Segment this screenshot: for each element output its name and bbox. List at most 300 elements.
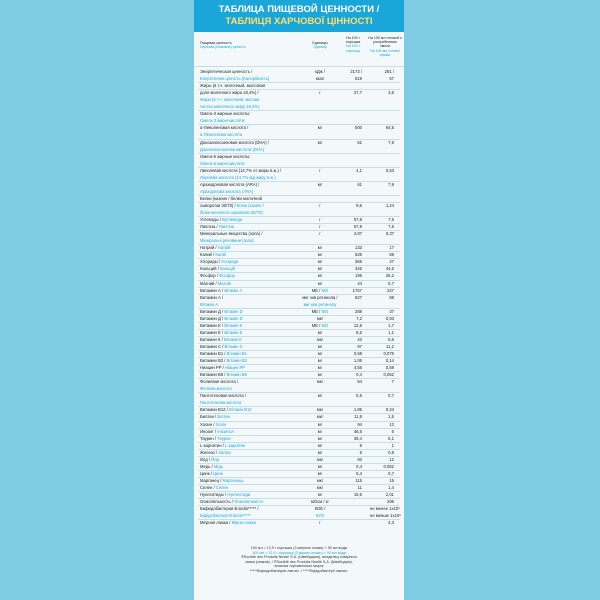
unit-ru: мкг: [316, 315, 324, 321]
nutrient-name-ru: Лактоза /: [200, 224, 218, 230]
nutrient-name-ru: Витамин С /: [200, 343, 224, 349]
nutrient-name-ua: Таурин: [216, 435, 231, 441]
value-per-100ml: 7,5: [388, 224, 394, 230]
nutrient-name: [200, 443, 290, 448]
nutrient-name-ru: Витамин В2 /: [200, 358, 226, 364]
nutrient-name-ru: Ниацин РР /: [200, 365, 224, 371]
value-per-100ml: 1,4: [388, 484, 394, 490]
value-per-100g: 4,55: [353, 365, 362, 371]
nutrient-name-ua: Нуклеотиди: [226, 492, 251, 497]
nutrient-name-ua: Вітамін В12: [227, 407, 252, 413]
value-per-100g: 2173 /: [350, 69, 362, 74]
nutrient-name-ua: Мінеральні речовини (зола): [200, 238, 254, 244]
nutrient-name-ru: Йод /: [200, 456, 211, 462]
nutrient-name-ua: Біотин: [216, 414, 230, 420]
nutrient-name-ru: Витамин Е /: [200, 322, 224, 328]
row-divider: [198, 124, 400, 125]
row-divider: [198, 428, 400, 429]
nutrient-name: [200, 499, 290, 504]
nutrient-name-ru: Нуклеотиды /: [200, 492, 227, 497]
unit-cell: [301, 288, 339, 293]
unit-cell: [301, 485, 339, 490]
value-per-100ml: 295: [387, 499, 394, 505]
value-per-100g: 46,5: [353, 428, 362, 434]
value-per-100g: 15,6: [353, 492, 362, 497]
nutrient-name-ru: Витамин Д /: [200, 315, 224, 321]
row-divider: [198, 216, 400, 217]
nutrient-name-ua: Осмоляльність: [232, 499, 264, 505]
value-per-100g: 525: [355, 252, 362, 258]
nutrient-name-ua: α-Ліноленова кислота: [200, 132, 243, 138]
footer-line-1: 100 мл = 12,9 г порошка (3 мерные ложки) + 90 мл воды: [250, 546, 348, 550]
value-per-100g: 288: [355, 308, 362, 314]
nutrient-name-ua: Хлориди: [220, 259, 239, 265]
nutrient-name-ua: Вітамін Е: [223, 322, 243, 328]
nutrient-name: [200, 266, 290, 271]
row-divider: [198, 442, 400, 443]
row-divider: [198, 294, 400, 295]
nutrient-name-ru: Биотин /: [200, 414, 217, 420]
unit-ru: мкг: [316, 407, 324, 413]
value-per-100ml: не менее 1x10⁶: [370, 506, 400, 512]
unit-ru: мкг: [316, 456, 324, 462]
unit-ru: мг: [317, 259, 323, 265]
unit-ua: мкг екв ретинолу: [303, 301, 337, 307]
row-divider: [198, 336, 400, 337]
nutrient-name: [200, 344, 290, 349]
row-divider: [198, 153, 400, 154]
unit-cell: [301, 365, 339, 370]
row-divider: [198, 456, 400, 457]
nutrient-name-ru: Хлориды /: [200, 259, 221, 265]
nutrient-name: [200, 252, 290, 257]
nutrient-name-ru: Витамин В1 /: [200, 351, 226, 356]
nutrient-name: [200, 393, 290, 398]
value-per-100g: 365: [355, 259, 362, 265]
row-divider: [198, 484, 400, 485]
unit-ru: г: [319, 520, 321, 526]
unit-ru: мг: [317, 343, 323, 349]
unit-cell: [301, 450, 339, 455]
nutrient-name-ua: білки молочної сироватки 30/70): [200, 210, 263, 215]
unit-cell: [301, 323, 339, 328]
value-per-100ml: 68: [389, 294, 394, 300]
value-per-100g: 94: [357, 421, 362, 427]
unit-cell: [301, 224, 339, 229]
nutrient-name: [200, 140, 290, 145]
unit-cell: [301, 520, 339, 525]
value-per-100ml: 7,9: [388, 139, 394, 145]
nutrient-name-ua: Вітамін Е: [223, 329, 243, 335]
col-per100g-ru: На 100 г порошка: [345, 36, 361, 45]
unit-ru: мг: [317, 252, 323, 258]
nutrient-name-ru: Фолиевая кислота /: [200, 379, 238, 385]
nutrient-name-ru: Цинк /: [200, 470, 212, 476]
nutrient-name-ua: Арахідонова кислота (ARA): [200, 188, 254, 194]
nutrition-panel: [194, 0, 404, 600]
nutrient-name: [200, 83, 290, 88]
unit-ru: МЕ /: [311, 287, 321, 293]
value-per-100g: 133: [355, 245, 362, 251]
row-divider: [198, 202, 400, 203]
nutrient-name: [200, 485, 290, 490]
nutrient-name-ua: Вітамін В2: [225, 358, 247, 364]
nutrient-name-ru: Медь /: [200, 463, 213, 469]
nutrient-name-ua: Білки (казеїн /: [235, 202, 264, 208]
value-per-100g: 0,4: [356, 463, 362, 469]
nutrient-name: [200, 407, 290, 412]
nutrient-name-ua: Мірна ложка: [230, 520, 256, 526]
nutrient-name: [200, 281, 290, 286]
value-per-100ml: 0,052: [383, 463, 394, 469]
nutrient-name-ru: Витамин А /: [200, 287, 224, 293]
row-divider: [198, 322, 400, 323]
unit-ru: мг: [317, 393, 323, 399]
value-per-100g: 6: [359, 449, 362, 455]
value-per-100g: 4,1: [356, 167, 362, 173]
value-per-100g: 8: [359, 442, 362, 448]
nutrient-name: [200, 365, 290, 370]
value-per-100ml: 0,052: [383, 372, 394, 378]
value-per-100g: 527: [355, 294, 362, 300]
nutrient-name: [200, 351, 290, 356]
value-per-100ml: 0,93: [385, 315, 394, 321]
nutrient-name: [200, 76, 290, 81]
value-per-100ml: 0,7: [388, 393, 394, 399]
unit-cell: [301, 125, 339, 130]
unit-cell: [301, 499, 339, 504]
value-per-100ml: не менше 1x10⁶: [370, 513, 401, 519]
row-divider: [198, 491, 400, 492]
nutrient-name-ua: Залізо: [217, 449, 231, 455]
row-divider: [198, 470, 400, 471]
title-ru: ТАБЛИЦА ПИЩЕВОЙ ЦЕННОСТИ /: [218, 4, 380, 15]
row-divider: [198, 498, 400, 499]
nutrient-name-ua: Магній: [216, 280, 231, 286]
unit-cell: [301, 273, 339, 278]
nutrient-name: [200, 125, 290, 130]
unit-cell: [301, 316, 339, 321]
row-divider: [198, 195, 400, 196]
col-per100ml-ru: На 100 мл готовой к употреблению смеси: [368, 36, 402, 49]
nutrient-name: [200, 450, 290, 455]
nutrient-name-ru: Пантотеновая кислота /: [200, 393, 247, 399]
unit-cell: [301, 344, 339, 349]
unit-ru: мг: [317, 181, 323, 187]
nutrient-name-ru: Докозагексаеновая кислота (DHA) /: [200, 139, 269, 145]
nutrient-name-ru: Витамин В6 /: [200, 372, 226, 378]
unit-ru: МЕ /: [311, 322, 321, 328]
value-per-100ml: 7: [391, 379, 394, 385]
nutrient-name-ru: Омега-6 жирные кислоты:: [200, 153, 251, 159]
nutrient-name-ua: Холін: [214, 421, 227, 427]
col-per100g-ua: На 100 г порошку: [345, 44, 361, 53]
unit-cell: [301, 140, 339, 145]
value-per-100ml: 1,1: [388, 329, 394, 335]
nutrient-name: [200, 520, 290, 525]
row-divider: [198, 357, 400, 358]
value-per-100g: 519: [355, 76, 362, 82]
nutrient-name-ru: Витамин В12 /: [200, 407, 228, 413]
unit-cell: [301, 513, 339, 518]
nutrient-name: [200, 429, 290, 434]
nutrient-name: [200, 330, 290, 335]
nutrient-name-ua: Йод: [210, 456, 219, 462]
unit-cell: [301, 471, 339, 476]
nutrient-name: [200, 436, 290, 441]
nutrient-name-ru: Витамин К /: [200, 336, 223, 342]
unit-ru: мг: [317, 266, 323, 272]
value-per-100g: 1757: [352, 287, 362, 293]
unit-ru: мг: [317, 329, 323, 335]
row-divider: [198, 350, 400, 351]
nutrient-name: [200, 273, 290, 278]
nutrient-name-ru: Жиры (в т.ч. молочный, массовая: [200, 83, 266, 89]
value-per-100ml: 7,5: [388, 217, 394, 223]
col-name: [200, 41, 280, 49]
value-per-100ml: 227: [387, 287, 394, 293]
value-per-100ml: 0,075: [383, 351, 394, 356]
nutrient-name-ru: Калий /: [200, 252, 215, 258]
nutrient-name: [200, 288, 290, 293]
value-per-100ml: 3,6: [388, 90, 394, 96]
unit-ru: мг: [317, 442, 323, 448]
column-headers: [194, 32, 404, 67]
nutrient-name-ru: Железо /: [200, 449, 218, 455]
nutrient-name: [200, 245, 290, 250]
unit-ru: мг: [317, 351, 323, 356]
unit-ru: кДж /: [315, 69, 325, 74]
unit-ru: ккал: [315, 76, 325, 82]
unit-ua: КУО: [315, 513, 325, 519]
row-divider: [198, 406, 400, 407]
nutrient-name: [200, 337, 290, 342]
value-per-100g: 54: [357, 379, 362, 385]
nutrient-name: [200, 97, 290, 102]
nutrient-name: [200, 358, 290, 363]
nutrient-name: [200, 217, 290, 222]
unit-ua: МО: [320, 287, 329, 293]
nutrient-name-ua: Селен: [214, 484, 229, 490]
nutrient-name: [200, 316, 290, 321]
nutrient-name: [200, 118, 290, 123]
nutrient-name: [200, 492, 290, 497]
nutrient-name-ru: Витамин Е /: [200, 329, 224, 335]
nutrient-name-ru: Арахидоновая кислота (ARA) /: [200, 181, 260, 187]
nutrient-name-ua: Фосфор: [218, 273, 235, 279]
value-per-100g: 43: [357, 336, 362, 342]
value-per-100ml: 0,37: [385, 231, 394, 237]
unit-cell: [301, 379, 339, 384]
row-divider: [198, 181, 400, 182]
unit-ua: МО: [320, 322, 329, 328]
value-per-100ml: 67: [389, 76, 394, 82]
nutrient-name: [200, 506, 290, 511]
unit-cell: [301, 407, 339, 412]
value-per-100ml: 5,6: [388, 336, 394, 342]
nutrient-name: [200, 295, 290, 300]
nutrient-name-ua: Цинк: [211, 470, 223, 476]
footer-notes: [194, 546, 404, 574]
row-divider: [198, 519, 400, 520]
unit-ru: мкг: [316, 484, 324, 490]
unit-ru: г: [319, 224, 321, 230]
row-divider: [198, 82, 400, 83]
col-per100ml-ua: На 100 мл готової суміші: [370, 48, 400, 57]
value-per-100ml: 6: [391, 428, 394, 434]
value-per-100ml: 25,2: [385, 273, 394, 279]
row-divider: [198, 110, 400, 111]
value-per-100g: 9,6: [356, 202, 362, 208]
nutrient-name: [200, 372, 290, 377]
unit-cell: [301, 69, 339, 74]
value-per-100ml: 0,14: [385, 358, 394, 364]
nutrient-name: [200, 471, 290, 476]
nutrient-name: [200, 111, 290, 116]
unit-cell: [301, 492, 339, 497]
row-divider: [198, 244, 400, 245]
footer-line-5: власник торговельних марок: [274, 564, 324, 569]
row-divider: [198, 167, 400, 168]
value-per-100ml: 5,7: [388, 280, 394, 286]
nutrient-name: [200, 168, 290, 173]
col-name-ua: Харчова (поживна) цінність: [200, 45, 246, 50]
col-unit-ua: Одиниці: [313, 45, 327, 50]
row-divider: [198, 329, 400, 330]
nutrient-name-ua: Вітамін D: [223, 308, 243, 314]
nutrient-name: [200, 478, 290, 483]
row-divider: [198, 364, 400, 365]
nutrient-name: [200, 203, 290, 208]
value-per-100ml: 0,24: [385, 407, 394, 413]
col-name-ru: Пищевая ценность: [200, 41, 232, 45]
unit-cell: [301, 422, 339, 427]
value-per-100ml: 68: [389, 252, 394, 258]
col-per100ml: [368, 36, 402, 57]
value-per-100g: 0,58: [353, 351, 362, 356]
row-divider: [198, 265, 400, 266]
nutrient-name-ua: Жири (в т.ч. молочний, масова: [200, 97, 260, 103]
footer-line-4: знака (знаков). / ®Société des Produits Nestlé S.A. (Швейцарія),: [245, 559, 353, 564]
nutrient-name-ua: Омега-3 жирні кислоти:: [200, 118, 246, 124]
nutrient-name-ua: Вітамін А: [200, 301, 219, 307]
value-per-100ml: 47: [389, 259, 394, 265]
value-per-100ml: 11,2: [386, 343, 394, 349]
unit-cell: [301, 429, 339, 434]
value-per-100ml: 0,8: [388, 449, 394, 455]
unit-cell: [301, 351, 339, 356]
unit-ru: мг: [317, 463, 323, 469]
value-per-100ml: 64,5: [385, 125, 394, 131]
nutrient-name-ua: Вітамін А: [223, 287, 243, 293]
nutrient-name: [200, 90, 290, 95]
value-per-100g: 57,8: [353, 217, 362, 223]
value-per-100g: 39,4: [353, 435, 362, 441]
row-divider: [198, 272, 400, 273]
row-divider: [198, 139, 400, 140]
value-per-100g: 87: [357, 343, 362, 349]
nutrient-name-ru: Фосфор /: [200, 273, 219, 279]
unit-cell: [301, 393, 339, 398]
nutrient-name-ua: Вітамін В1: [225, 351, 247, 356]
unit-ru: мг: [317, 435, 323, 441]
row-divider: [198, 392, 400, 393]
nutrient-name-ru: Омега-3 жирные кислоты:: [200, 111, 251, 117]
nutrient-name: [200, 224, 290, 229]
nutrient-name-ua: Мідь: [212, 463, 223, 469]
nutrient-name: [200, 464, 290, 469]
nutrient-name-ua: частка молочного жиру 18,4%): [200, 104, 260, 110]
unit-cell: [301, 266, 339, 271]
value-per-100g: 61: [357, 139, 362, 145]
value-per-100ml: 12: [389, 421, 394, 427]
unit-ru: мг: [317, 365, 323, 371]
nutrient-name-ua: Кальцій: [218, 266, 236, 272]
nutrient-name-ua: Вуглеводи: [220, 217, 243, 223]
row-divider: [198, 287, 400, 288]
value-per-100g: 500: [355, 125, 362, 131]
unit-cell: [301, 414, 339, 419]
value-per-100ml: 7,9: [388, 181, 394, 187]
nutrient-name: [200, 189, 290, 194]
unit-cell: [301, 302, 339, 307]
nutrient-name: [200, 182, 290, 187]
value-per-100g: 1,85: [353, 407, 362, 413]
nutrient-name-ru: Магний /: [200, 280, 217, 286]
value-per-100ml: 5,1: [388, 435, 394, 441]
row-divider: [198, 477, 400, 478]
unit-ru: мг: [317, 449, 323, 455]
unit-ru: мОсм / кг: [311, 499, 329, 505]
value-per-100ml: 1,5: [388, 414, 394, 420]
nutrient-name: [200, 69, 290, 74]
value-per-100g: 195: [355, 273, 362, 279]
nutrient-name: [200, 231, 290, 236]
unit-cell: [301, 478, 339, 483]
nutrient-name: [200, 302, 290, 307]
nutrient-name-ru: Селен /: [200, 484, 215, 490]
nutrient-name-ru: Холин /: [200, 421, 215, 427]
table-header: [194, 0, 404, 32]
unit-cell: [301, 90, 339, 95]
value-per-100ml: 0,59: [385, 365, 394, 371]
value-per-100ml: 15: [389, 477, 394, 483]
nutrient-name-ru: Мерная ложка /: [200, 520, 231, 526]
nutrient-name-ua: Біфідобактерії B.lactis*****: [200, 513, 251, 519]
nutrient-name: [200, 210, 290, 215]
value-per-100g: 7,2: [356, 315, 362, 321]
unit-ru: мг: [317, 492, 323, 497]
unit-ru: мкг: [316, 414, 324, 420]
nutrient-name-ua: Вітамін D: [223, 315, 243, 321]
nutrient-name-ua: Вітамін К: [222, 336, 242, 342]
value-per-100g: 27,7: [353, 90, 362, 96]
value-per-100ml: 1,24: [385, 202, 394, 208]
row-divider: [198, 315, 400, 316]
value-per-100ml: 12: [389, 456, 394, 462]
nutrient-name: [200, 175, 290, 180]
value-per-100g: 11: [357, 484, 362, 490]
row-divider: [198, 343, 400, 344]
value-per-100ml: 17: [389, 245, 394, 251]
title-ua: ТАБЛИЦЯ ХАРЧОВОЇ ЦІННОСТІ: [225, 16, 373, 27]
unit-cell: [301, 443, 339, 448]
row-divider: [198, 251, 400, 252]
nutrient-name-ua: Натрій: [216, 245, 231, 251]
value-per-100ml: 44,5: [385, 266, 394, 272]
nutrient-name: [200, 238, 290, 243]
nutrient-name: [200, 147, 290, 152]
